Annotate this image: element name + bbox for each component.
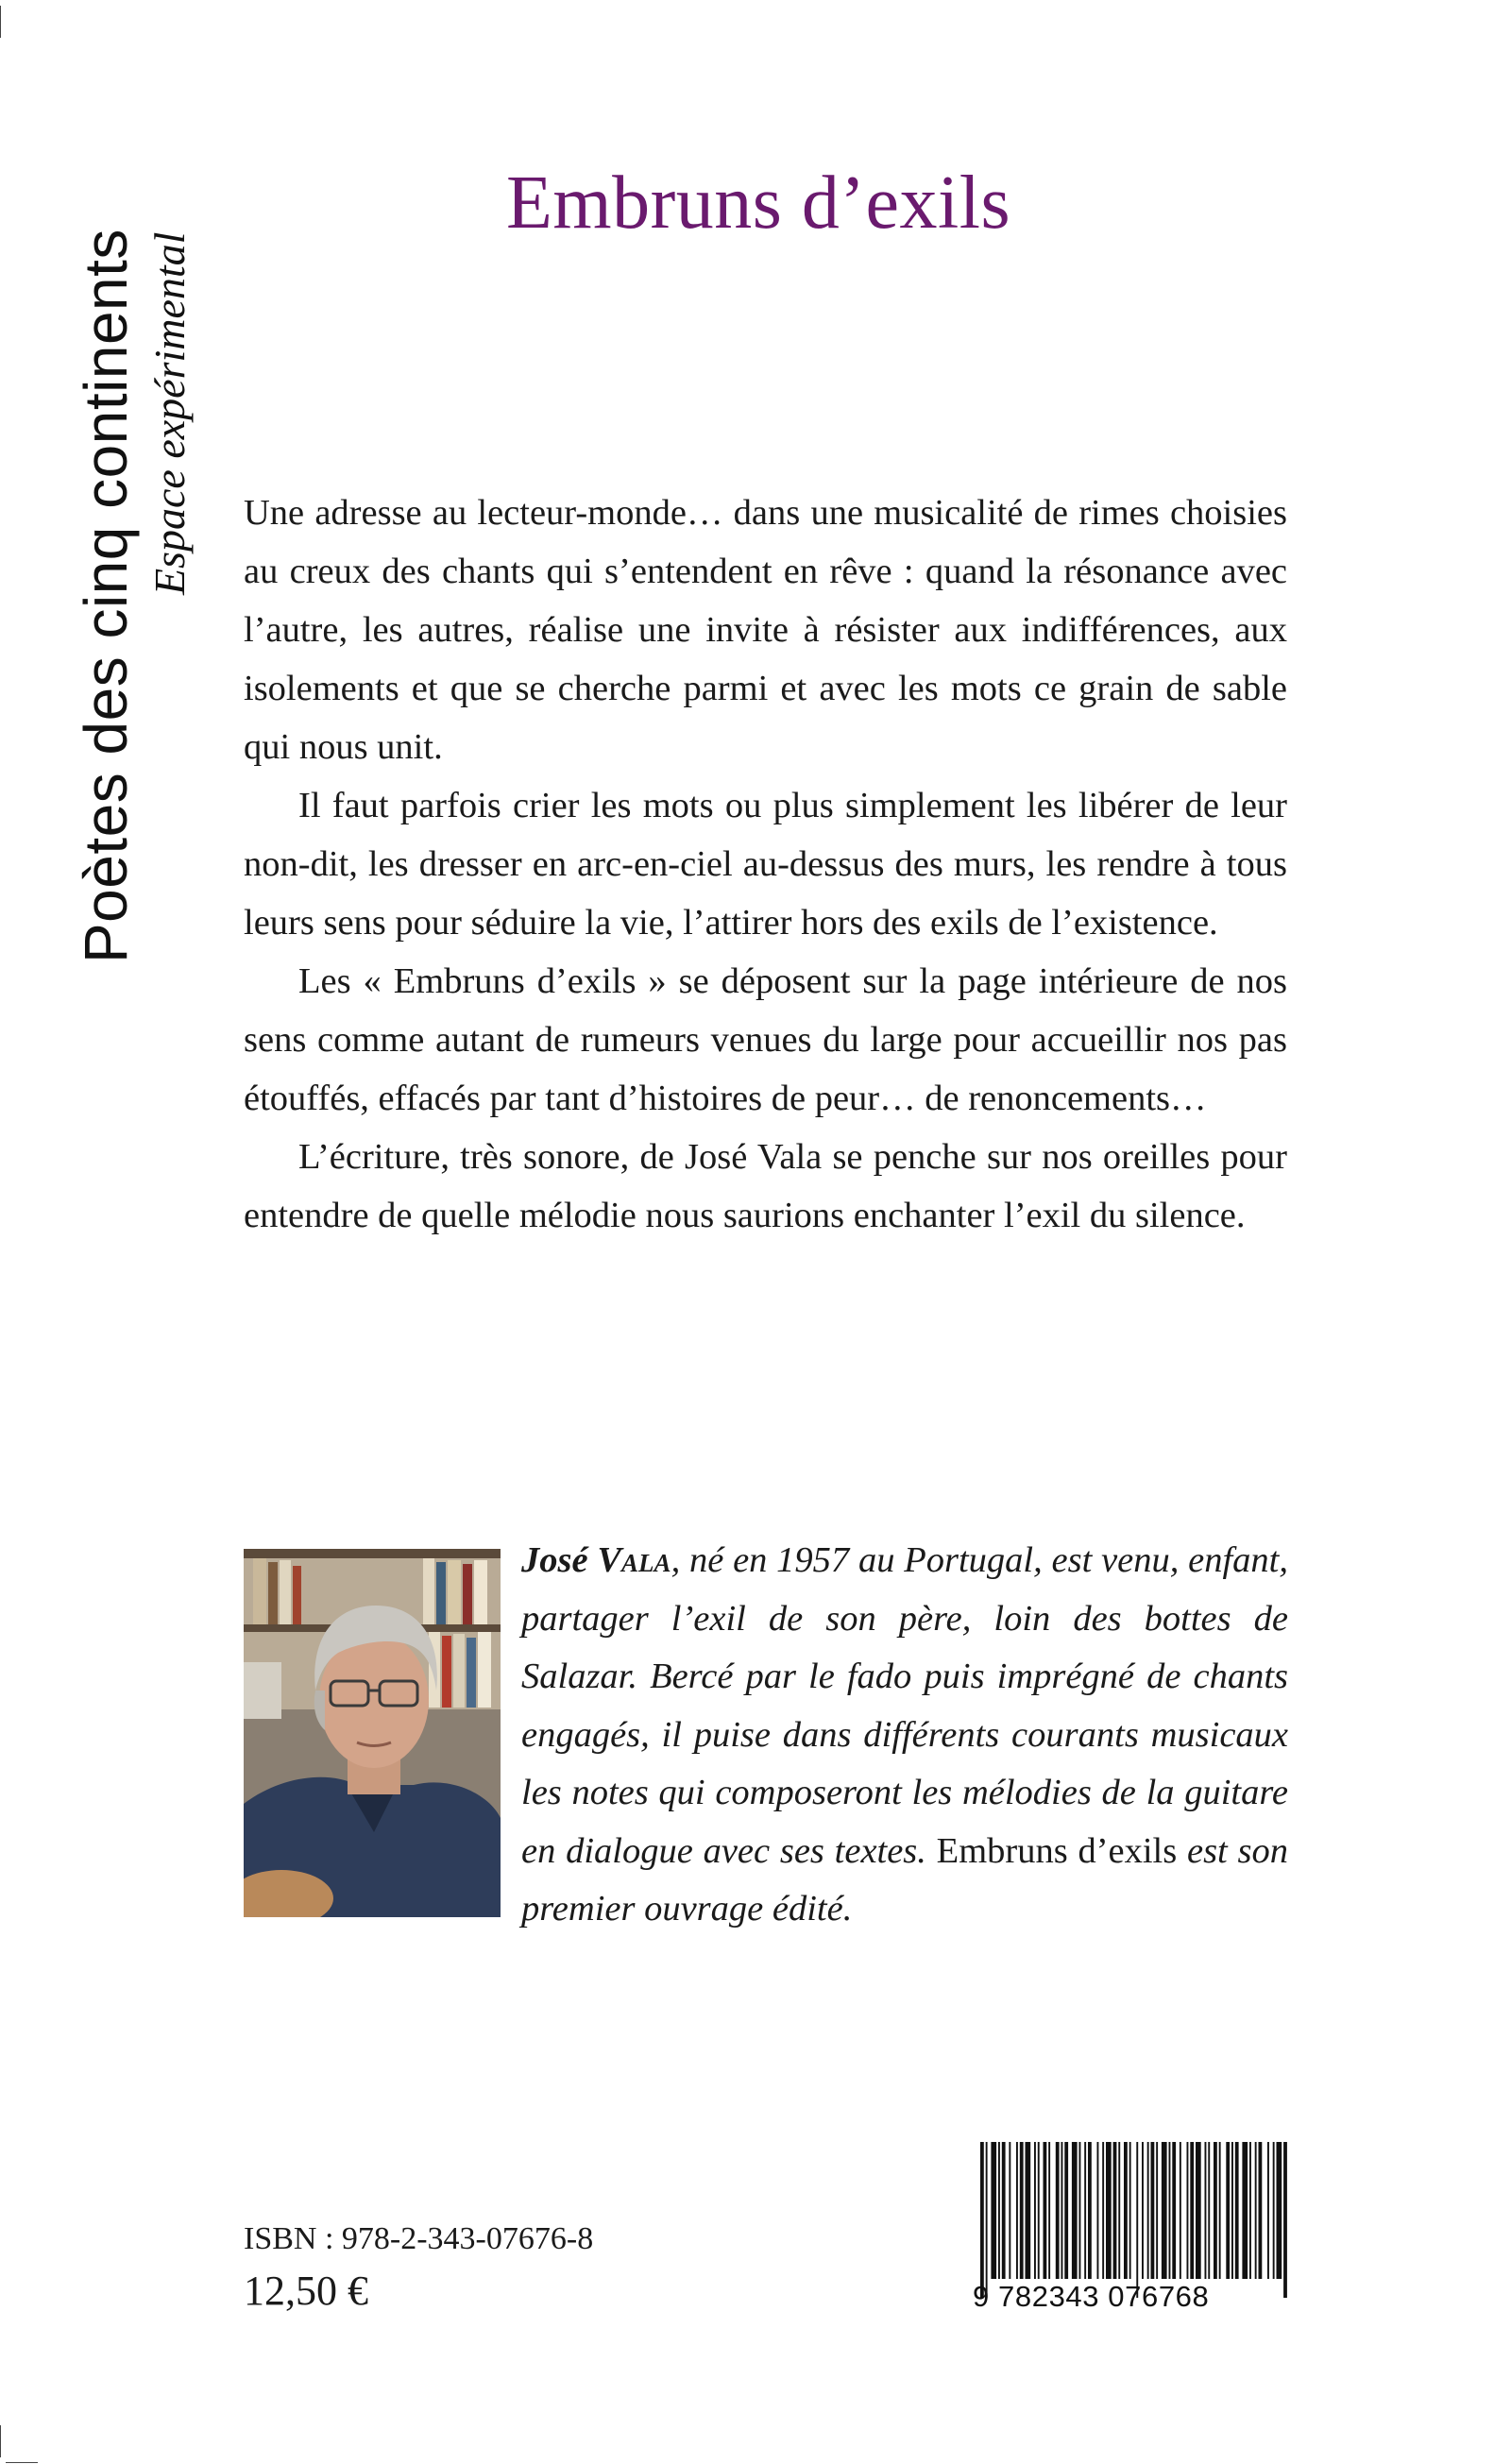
crop-mark-bottom-left (6, 2462, 38, 2463)
author-photo (244, 1549, 501, 1917)
series-subtitle: Espace expérimental (145, 231, 194, 595)
barcode-digits: 9 782343 076768 (973, 2280, 1210, 2313)
isbn: ISBN : 978-2-343-07676-8 (244, 2221, 594, 2256)
blurb-paragraph: Il faut parfois crier les mots ou plus simplement les libérer de leur non-dit, les dresser en arc-en-ciel au-dessus des murs, les rendre à tous leurs sens pour séduire la vie, l’attirer hors des exils de l’existence. (244, 786, 1287, 943)
book-title: Embruns d’exils (506, 161, 1011, 245)
bio-book-reference: Embruns d’exils (936, 1830, 1178, 1871)
blurb-paragraph: L’écriture, très sonore, de José Vala se penche sur nos oreilles pour entendre de quelle mélodie nous saurions enchanter l’exil du silence. (244, 1137, 1287, 1235)
author-name (521, 1540, 671, 1580)
series-title: Poètes des cinq continents (72, 229, 140, 963)
bio-text-part-2: est son premier ouvrage édité. (521, 1830, 1288, 1929)
crop-mark-left-bottom (0, 2425, 1, 2457)
blurb-text (244, 484, 1287, 1245)
bio-text-part-1: , né en 1957 au Portugal, est venu, enfant, partager l’exil de son père, loin des bottes de Salazar. Bercé par le fado puis imprégné de chants engagés, il puise dans différents courants musicaux les notes qui composeront les mélodies de la guitare en dialogue avec ses textes. (521, 1540, 1289, 1871)
blurb-paragraph: Une adresse au lecteur-monde… dans une musicalité de rimes choisies au creux des chants qui s’entendent en rêve : quand la résonance avec l’autre, les autres, réalise une invite à résister aux indifférences, aux isolements et que se cherche parmi et avec les mots ce grain de sable qui nous unit. (244, 493, 1287, 767)
author-bio (521, 1532, 1288, 1939)
author-last-name: Vala (597, 1540, 671, 1580)
price: 12,50 € (244, 2268, 368, 2314)
crop-mark-top-left (0, 6, 1, 38)
blurb-paragraph: Les « Embruns d’exils » se déposent sur la page intérieure de nos sens comme autant de rumeurs venues du large pour accueillir nos pas étouffés, effacés par tant d’histoires de peur… de renoncements… (244, 961, 1287, 1118)
author-first-name: José (521, 1540, 598, 1580)
